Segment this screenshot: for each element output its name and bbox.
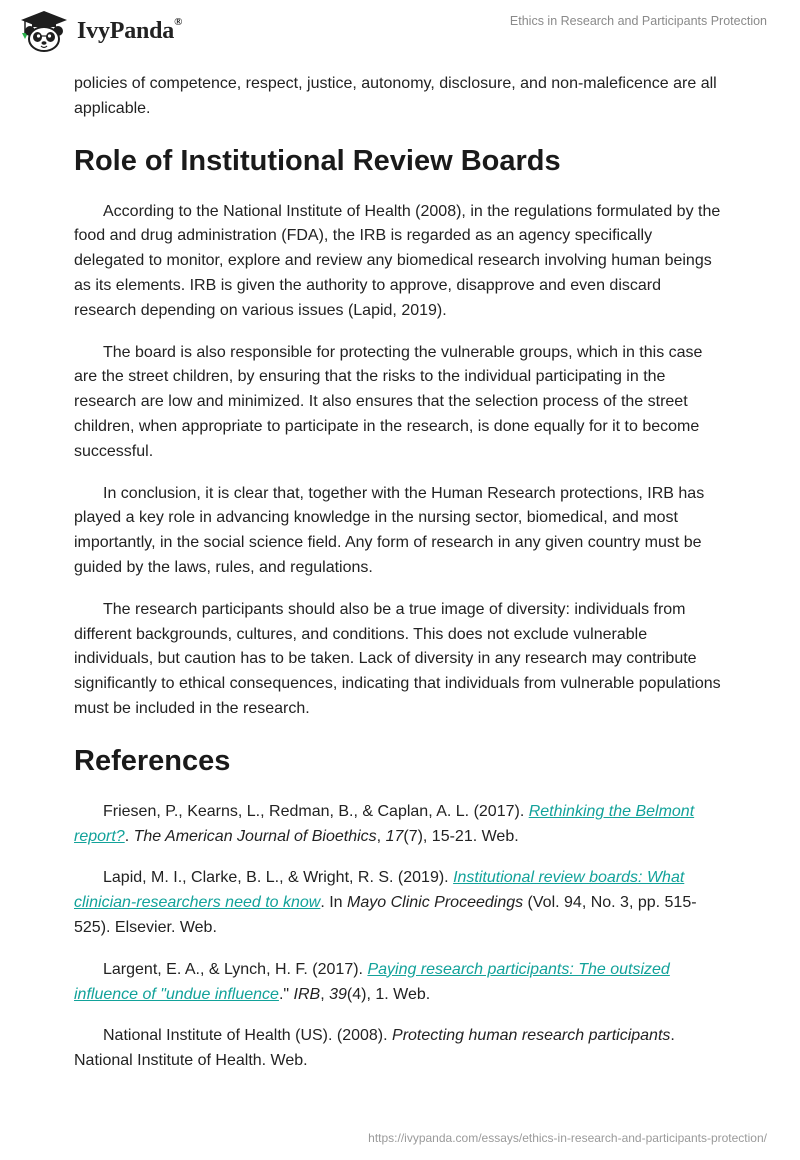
reference-link-paying-participants[interactable]: Paying research participants: The outsized influence of "undue influence — [74, 960, 670, 1003]
reference-item: Largent, E. A., & Lynch, H. F. (2017). Paying research participants: The outsized influence of "undue influence." IRB, 39(4), 1. Web. — [74, 960, 670, 1003]
reference-item: Lapid, M. I., Clarke, B. L., & Wright, R. S. (2019). Institutional review boards: What clinician-researchers need to know. In Mayo Clinic Proceedings (Vol. 94, No. 3, pp. 515-525). Elsevier. Web. — [74, 869, 697, 936]
document-title: Ethics in Research and Participants Protection — [509, 14, 767, 28]
article-body — [74, 72, 726, 1091]
references-heading: References — [74, 744, 231, 777]
irb-paragraph-3: In conclusion, it is clear that, together with the Human Research protections, IRB has played a key role in advancing knowledge in the nursing sector, biomedical, and most importantly, in the social science field. Any form of research in any given country must be guided by the laws, rules, and regulations. — [74, 484, 705, 576]
irb-paragraph-1: According to the National Institute of Health (2008), in the regulations formulated by the food and drug administration (FDA), the IRB is regarded as an agency specifically delegated to monitor, explore and review any biomedical research involving human beings as its elements. IRB is given the authority to approve, disapprove and even discard research depending on various issues (Lapid, 2019). — [74, 202, 721, 319]
irb-paragraph-4: The research participants should also be a true image of diversity: individuals from different backgrounds, cultures, and conditions. This does not exclude vulnerable individuals, but caution has to be taken. Lack of diversity in any research may contribute significantly to ethical consequences, indicating that individuals from vulnerable populations must be included in the research. — [74, 600, 721, 717]
reference-link-belmont[interactable]: Rethinking the Belmont report? — [74, 802, 695, 845]
brand-name: IvyPanda® — [77, 15, 183, 44]
reference-link-irb-clinicians[interactable]: Institutional review boards: What clinician-researchers need to know — [74, 869, 685, 912]
panda-graduate-icon — [17, 9, 71, 53]
intro-paragraph: policies of competence, respect, justice, autonomy, disclosure, and non-maleficence are all applicable. — [74, 75, 717, 117]
irb-paragraph-2: The board is also responsible for protecting the vulnerable groups, which in this case are the street children, by ensuring that the risks to the individual participating in the research are low and minimized. It also ensures that the selection process of the street children, when appropriate to participate in the research, is done equally for it to become successful. — [74, 343, 703, 460]
reference-item: National Institute of Health (US). (2008). Protecting human research participants. National Institute of Health. Web. — [74, 1027, 675, 1070]
page-header — [0, 0, 800, 62]
section-heading-irb: Role of Institutional Review Boards — [74, 144, 561, 177]
brand-logo[interactable] — [17, 9, 182, 53]
reference-item: Friesen, P., Kearns, L., Redman, B., & Caplan, A. L. (2017). Rethinking the Belmont report?. The American Journal of Bioethics, 17(7), 15-21. Web. — [74, 802, 695, 845]
references-list — [74, 800, 726, 1074]
footer-source-url[interactable]: https://ivypanda.com/essays/ethics-in-research-and-participants-protection/ — [368, 1131, 767, 1145]
